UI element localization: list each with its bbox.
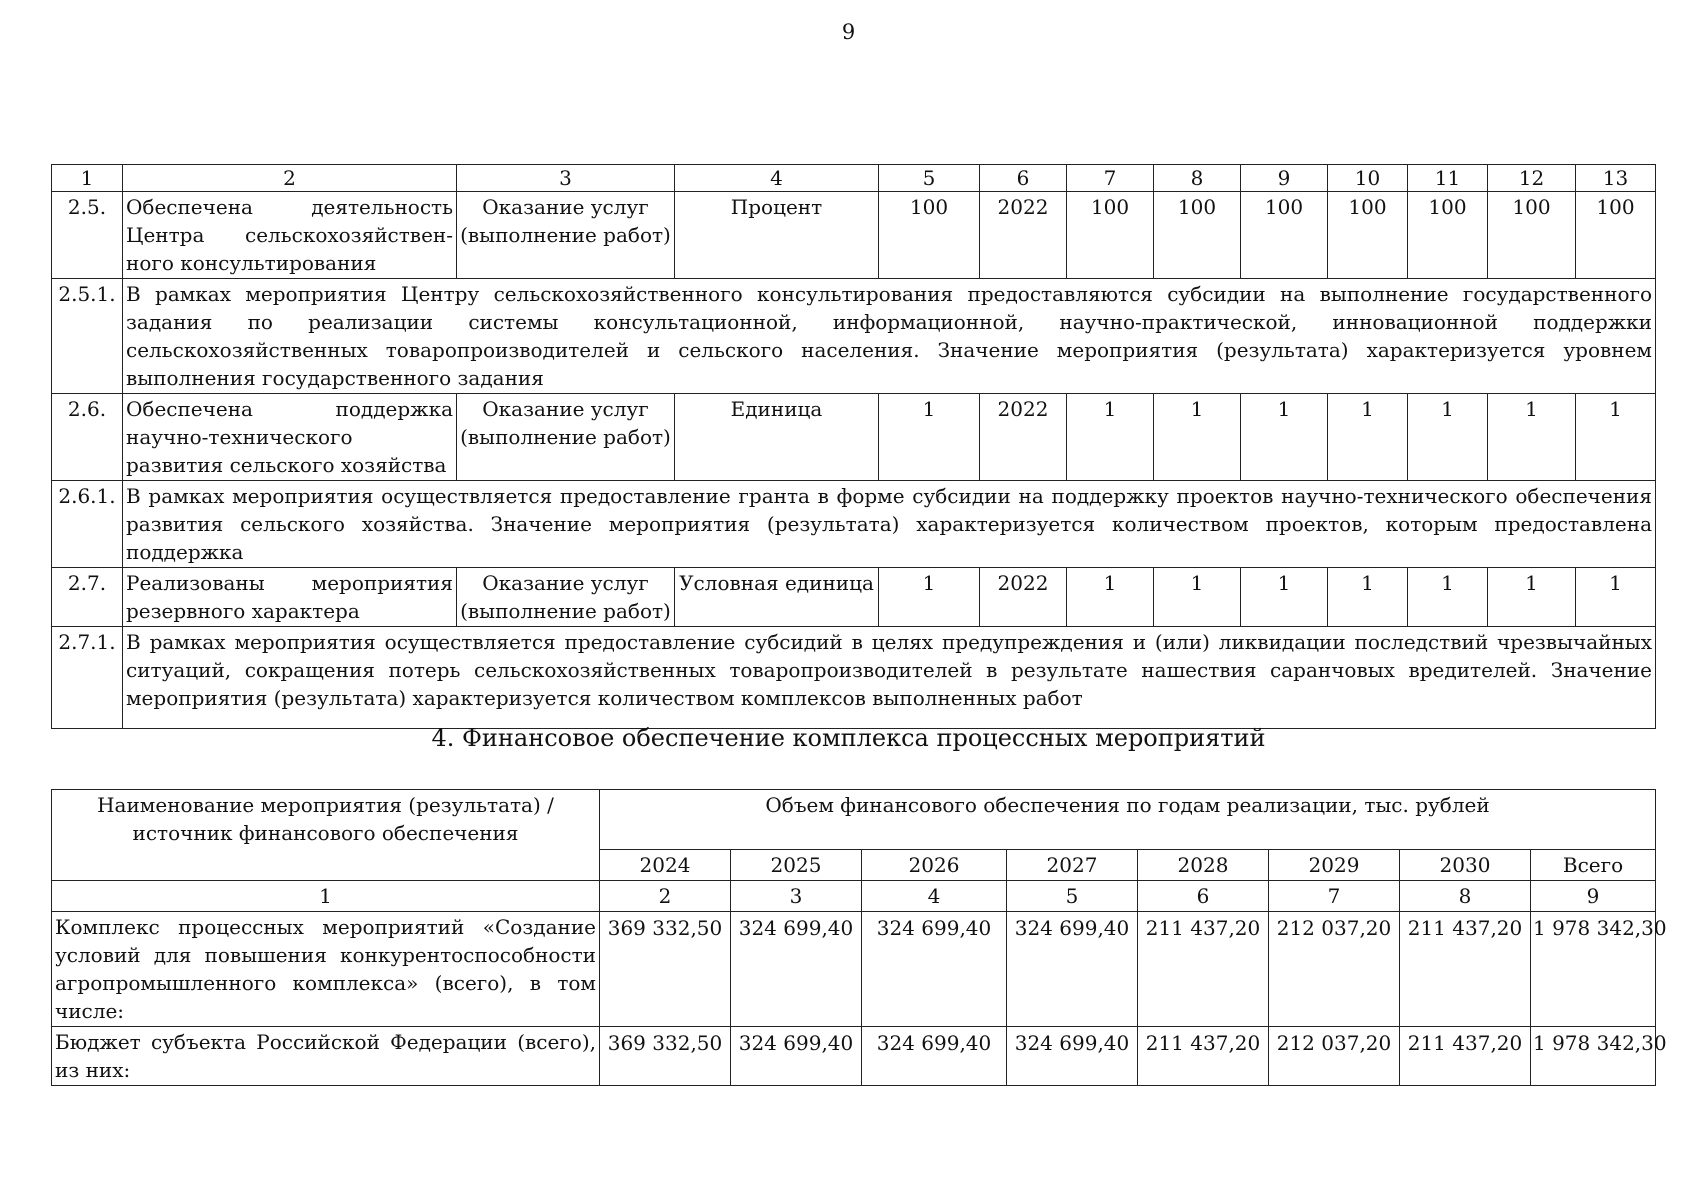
year-value: 1 [1576,568,1656,627]
financing-header-row [52,790,1656,850]
column-number: 3 [457,165,675,192]
volume-column-header: Объем финансового обеспечения по годам реализации, тыс. рублей [600,790,1656,850]
year-value: 1 [1241,394,1328,481]
amount-value: 324 699,40 [731,912,862,1027]
year-header: 2028 [1138,850,1269,881]
measure-unit: Условная единица [675,568,879,627]
year-value: 1 [1241,568,1328,627]
table-row [52,627,1656,729]
column-number-row [52,881,1656,912]
column-number: 1 [52,165,123,192]
measure-unit: Единица [675,394,879,481]
measure-unit: Процент [675,192,879,279]
table-row [52,568,1656,627]
base-year: 2022 [980,192,1067,279]
column-number: 2 [600,881,731,912]
year-value: 1 [1154,394,1241,481]
measure-description: В рамках мероприятия осуществляется предоставление субсидий в целях предупреждения и (или) ликвидации последствий чрезвычайных ситуаций, сокращения потерь сельскохозяйственных товаропроизводителей в результате нашествия саранчовых вредителей. Значение мероприятия (результата) характеризуется количеством комплексов выполненных работ [123,627,1656,729]
year-value: 100 [1154,192,1241,279]
column-number: 9 [1531,881,1656,912]
page-number: 9 [841,20,856,44]
column-number: 4 [862,881,1007,912]
amount-value: 211 437,20 [1400,1027,1531,1086]
row-number: 2.7.1. [52,627,123,729]
table-row [52,394,1656,481]
year-value: 1 [1067,568,1154,627]
year-value: 100 [1328,192,1408,279]
year-header: 2026 [862,850,1007,881]
column-number: 11 [1408,165,1488,192]
measure-name: Реализованы мероприятия резервного характера [123,568,457,627]
row-number: 2.5.1. [52,279,123,394]
amount-value: 211 437,20 [1400,912,1531,1027]
financing-table [51,789,1667,1086]
amount-value: 324 699,40 [1007,912,1138,1027]
column-number: 6 [980,165,1067,192]
amount-total: 1 978 342,30 [1531,912,1656,1027]
column-number: 7 [1269,881,1400,912]
column-number: 8 [1154,165,1241,192]
year-value: 1 [1154,568,1241,627]
base-year: 2022 [980,394,1067,481]
year-value: 1 [1328,394,1408,481]
year-header: 2024 [600,850,731,881]
measure-description: В рамках мероприятия осуществляется предоставление гранта в форме субсидии на поддержку проектов научно-технического обеспечения развития сельского хозяйства. Значение мероприятия (результата) характеризуется количеством проектов, которым предоставлена поддержка [123,481,1656,568]
column-number: 7 [1067,165,1154,192]
year-value: 1 [1488,394,1576,481]
year-value: 1 [1576,394,1656,481]
column-number: 6 [1138,881,1269,912]
row-number: 2.6.1. [52,481,123,568]
year-value: 100 [1576,192,1656,279]
measure-name: Обеспечена поддержка научно-технического развития сельского хозяйства [123,394,457,481]
year-value: 1 [1408,394,1488,481]
year-value: 100 [1241,192,1328,279]
amount-total: 1 978 342,30 [1531,1027,1656,1086]
row-number: 2.5. [52,192,123,279]
year-value: 100 [1067,192,1154,279]
amount-value: 324 699,40 [862,912,1007,1027]
amount-value: 212 037,20 [1269,1027,1400,1086]
column-number: 13 [1576,165,1656,192]
column-number-row [52,165,1656,192]
source-name: Комплекс процессных мероприятий «Создание условий для повышения конкурентоспособности агропромышленного комплекса» (всего), в том числе: [52,912,600,1027]
column-number: 9 [1241,165,1328,192]
year-header: 2027 [1007,850,1138,881]
row-number: 2.7. [52,568,123,627]
table-row [52,192,1656,279]
year-header: 2025 [731,850,862,881]
amount-value: 369 332,50 [600,912,731,1027]
amount-value: 211 437,20 [1138,1027,1269,1086]
amount-value: 211 437,20 [1138,912,1269,1027]
year-value: 1 [1067,394,1154,481]
base-value: 1 [879,394,980,481]
table-row [52,1027,1656,1086]
measure-description: В рамках мероприятия Центру сельскохозяйственного консультирования предоставляются субсидии на выполнение государственного задания по реализации системы консультационной, информационной, научно-практической, инновационной поддержки сельскохозяйственных товаропроизводителей и сельского населения. Значение мероприятия (результата) характеризуется уровнем выполнения государственного задания [123,279,1656,394]
year-value: 100 [1408,192,1488,279]
year-value: 1 [1488,568,1576,627]
column-number: 8 [1400,881,1531,912]
measure-kind: Оказание услуг (выполнение работ) [457,192,675,279]
row-number: 2.6. [52,394,123,481]
column-number: 5 [879,165,980,192]
column-number: 5 [1007,881,1138,912]
column-number: 12 [1488,165,1576,192]
indicators-table [51,164,1656,729]
amount-value: 324 699,40 [862,1027,1007,1086]
table-row [52,279,1656,394]
amount-value: 324 699,40 [1007,1027,1138,1086]
base-value: 1 [879,568,980,627]
year-header: 2029 [1269,850,1400,881]
measure-name: Обеспечена деятельность Центра сельскохозяйствен-ного консультирования [123,192,457,279]
table-row [52,912,1656,1027]
source-name: Бюджет субъекта Российской Федерации (всего), из них: [52,1027,600,1086]
amount-value: 212 037,20 [1269,912,1400,1027]
name-column-header: Наименование мероприятия (результата) / источник финансового обеспечения [52,790,600,881]
amount-value: 324 699,40 [731,1027,862,1086]
column-number: 3 [731,881,862,912]
year-header: 2030 [1400,850,1531,881]
column-number: 2 [123,165,457,192]
base-value: 100 [879,192,980,279]
base-year: 2022 [980,568,1067,627]
table-row [52,481,1656,568]
section-title: 4. Финансовое обеспечение комплекса процессных мероприятий [431,724,1266,752]
measure-kind: Оказание услуг (выполнение работ) [457,394,675,481]
amount-value: 369 332,50 [600,1027,731,1086]
year-value: 100 [1488,192,1576,279]
column-number: 1 [52,881,600,912]
measure-kind: Оказание услуг (выполнение работ) [457,568,675,627]
total-header: Всего [1531,850,1656,881]
year-value: 1 [1408,568,1488,627]
column-number: 10 [1328,165,1408,192]
year-value: 1 [1328,568,1408,627]
column-number: 4 [675,165,879,192]
